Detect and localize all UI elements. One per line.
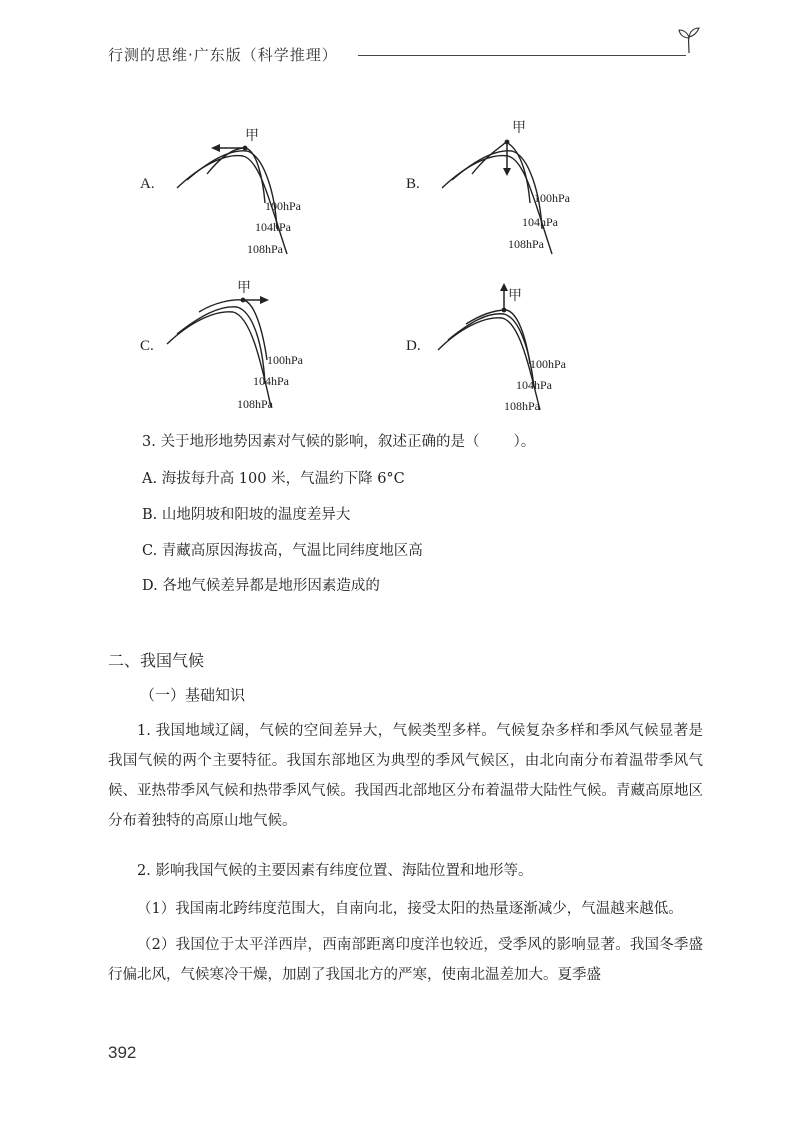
choice-c: C. 青藏高原因海拔高，气温比同纬度地区高 <box>142 543 423 559</box>
paragraph-2: 2. 影响我国气候的主要因素有纬度位置、海陆位置和地形等。 <box>137 863 533 879</box>
point-jia-label-b: 甲 <box>512 121 526 136</box>
isobar-diagram-a <box>165 118 365 278</box>
section-subtitle: （一）基础知识 <box>140 686 246 704</box>
sprout-icon <box>676 26 702 54</box>
isobar-label-100-b: 100hPa <box>534 191 570 205</box>
paragraph-1: 1. 我国地域辽阔，气候的空间差异大，气候类型多样。气候复杂多样和季风气候显著是我国气候的两个主要特征。我国东部地区为典型的季风气候区，由北向南分布着温带季风气候、亚热带季风气候和热带季风气候。我国西北部地区分布着温带大陆性气候。青藏高原地区分布着独特的高原山地气候。 <box>108 723 703 829</box>
point-jia-label-d: 甲 <box>508 289 522 304</box>
option-d-label: D. <box>406 338 421 354</box>
header-rule <box>358 55 686 56</box>
paragraph-4: （2）我国位于太平洋西岸，西南部距离印度洋也较近，受季风的影响显著。我国冬季盛行偏北风，气候寒冷干燥，加剧了我国北方的严寒，使南北温差加大。夏季盛 <box>108 937 703 983</box>
option-b-label: B. <box>406 176 420 192</box>
option-a-label: A. <box>140 176 155 192</box>
section-title: 二、我国气候 <box>108 651 205 670</box>
isobar-label-104-d: 104hPa <box>516 378 552 392</box>
isobar-label-100-a: 100hPa <box>265 199 301 213</box>
isobar-label-108-c: 108hPa <box>237 397 273 411</box>
paragraph-3: （1）我国南北跨纬度范围大，自南向北，接受太阳的热量逐渐减少，气温越来越低。 <box>137 901 683 917</box>
isobar-diagram-b <box>430 118 630 278</box>
isobar-diagram-d <box>430 272 630 432</box>
point-jia-label-c: 甲 <box>237 281 251 296</box>
isobar-label-108-b: 108hPa <box>508 237 544 251</box>
isobar-label-104-a: 104hPa <box>255 220 291 234</box>
option-c-label: C. <box>140 338 154 354</box>
choice-b: B. 山地阴坡和阳坡的温度差异大 <box>142 507 351 523</box>
isobar-label-108-d: 108hPa <box>504 399 540 413</box>
point-jia-label-a: 甲 <box>245 129 259 144</box>
running-header: 行测的思维·广东版（科学推理） <box>108 46 338 64</box>
isobar-diagram-c <box>165 272 365 432</box>
isobar-label-100-c: 100hPa <box>267 353 303 367</box>
isobar-label-100-d: 100hPa <box>530 357 566 371</box>
isobar-label-104-c: 104hPa <box>253 374 289 388</box>
page-number: 392 <box>108 1043 137 1062</box>
question-stem: 3. 关于地形地势因素对气候的影响，叙述正确的是（ ）。 <box>142 434 536 450</box>
isobar-label-104-b: 104hPa <box>522 215 558 229</box>
isobar-label-108-a: 108hPa <box>247 242 283 256</box>
choice-a: A. 海拔每升高 100 米，气温约下降 6°C <box>142 471 405 487</box>
choice-d: D. 各地气候差异都是地形因素造成的 <box>142 578 380 594</box>
